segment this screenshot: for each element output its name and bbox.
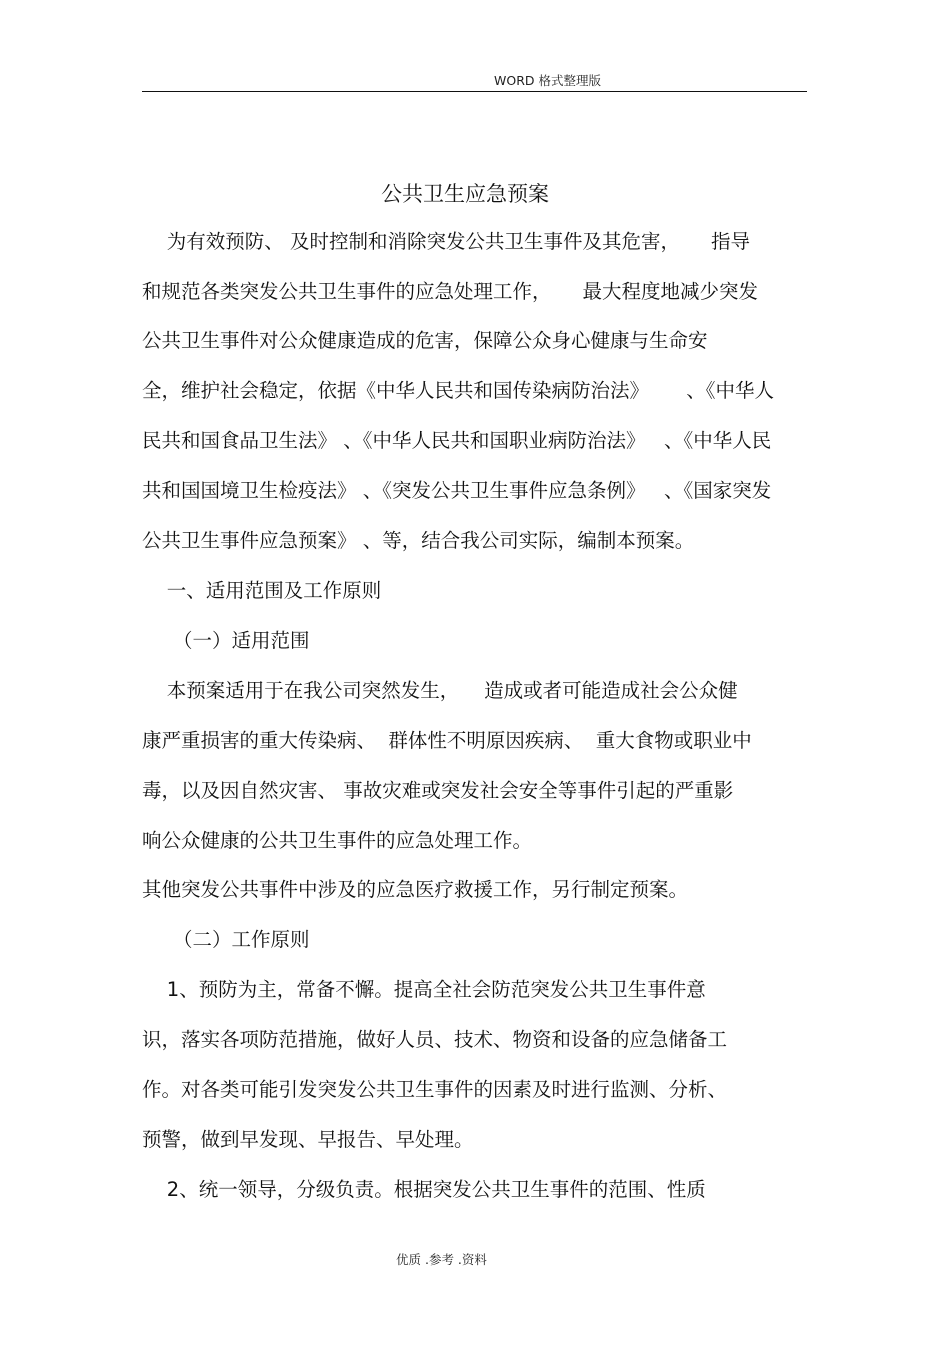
body-line: 公共卫生事件应急预案》 、等，结合我公司实际，编制本预案。 [142, 529, 695, 552]
header-rule [142, 91, 807, 92]
subsection-heading: （二）工作原则 [142, 928, 310, 951]
body-line: 1、预防为主，常备不懈。提高全社会防范突发公共卫生事件意 [142, 978, 706, 1001]
body-line: 民共和国食品卫生法》 、《中华人民共和国职业病防治法》 、《中华人民 [142, 429, 772, 452]
section-heading: 一、适用范围及工作原则 [142, 579, 382, 602]
subsection-heading: （一）适用范围 [142, 629, 310, 652]
body-line: 作。对各类可能引发突发公共卫生事件的因素及时进行监测、分析、 [142, 1078, 728, 1101]
header-text: WORD 格式整理版 [494, 73, 601, 88]
body-line: 共和国国境卫生检疫法》 、《突发公共卫生事件应急条例》 、《国家突发 [142, 479, 772, 502]
body-line: 识，落实各项防范措施，做好人员、技术、物资和设备的应急储备工 [142, 1028, 728, 1051]
document-title: 公共卫生应急预案 [381, 182, 549, 206]
body-line: 为有效预防、 及时控制和消除突发公共卫生事件及其危害， 指导 [142, 230, 750, 253]
body-line: 本预案适用于在我公司突然发生， 造成或者可能造成社会公众健 [142, 679, 738, 702]
body-line: 预警，做到早发现、早报告、早处理。 [142, 1128, 474, 1151]
body-line: 公共卫生事件对公众健康造成的危害，保障公众身心健康与生命安 [142, 329, 708, 352]
body-line: 全，维护社会稳定，依据《中华人民共和国传染病防治法》 、《中华人 [142, 379, 774, 402]
body-line: 康严重损害的重大传染病、 群体性不明原因疾病、 重大食物或职业中 [142, 729, 752, 752]
body-line: 响公众健康的公共卫生事件的应急处理工作。 [142, 829, 533, 852]
body-line: 毒，以及因自然灾害、 事故灾难或突发社会安全等事件引起的严重影 [142, 779, 734, 802]
page-footer: 优质 .参考 .资料 [396, 1252, 487, 1267]
body-line: 和规范各类突发公共卫生事件的应急处理工作， 最大程度地减少突发 [142, 280, 758, 303]
body-line: 2、统一领导，分级负责。根据突发公共卫生事件的范围、性质 [142, 1178, 706, 1201]
body-line: 其他突发公共事件中涉及的应急医疗救援工作，另行制定预案。 [142, 878, 689, 901]
